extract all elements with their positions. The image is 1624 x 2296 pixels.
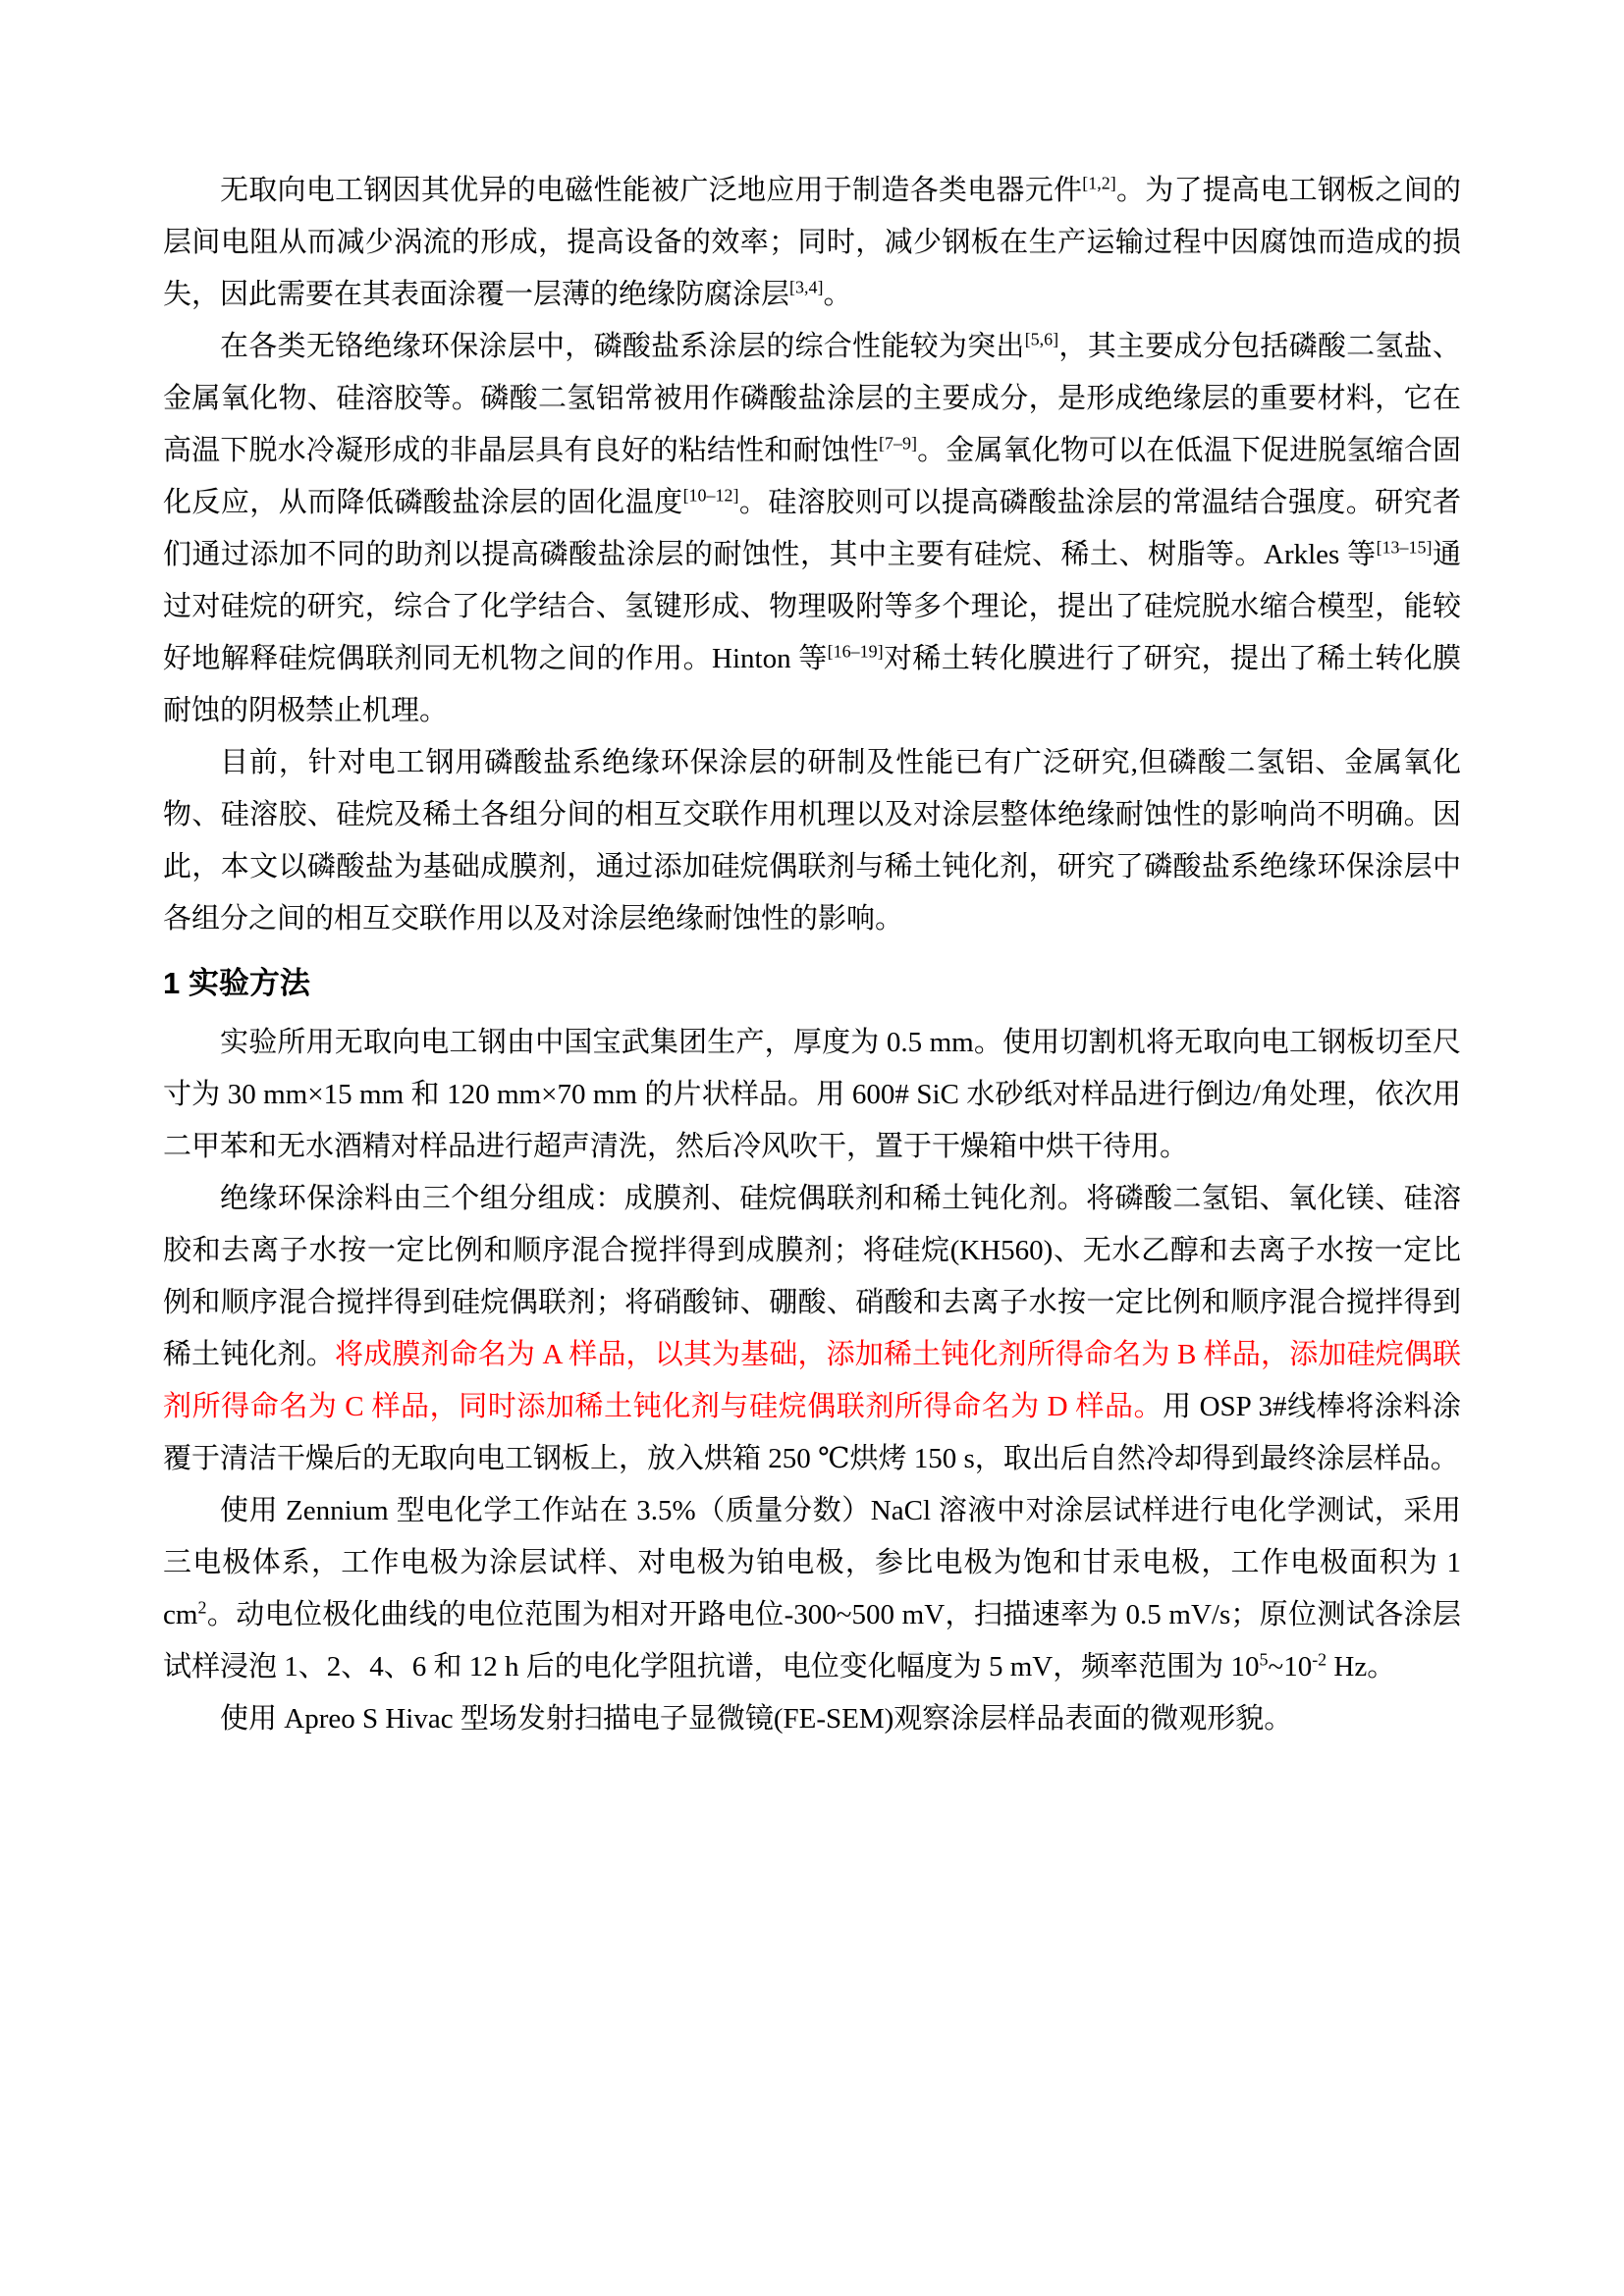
paragraph-coating-composition bbox=[163, 1173, 1461, 1485]
citation-superscript: [10–12] bbox=[682, 485, 739, 506]
citation-superscript: [16–19] bbox=[827, 641, 884, 662]
text-segment: 。为了提高电工钢板之间的层间电阻从而减少涡流的形成，提高设备的效率；同时，减少钢板在生产运输过程中因腐蚀而造成的损失，因此需要在其表面涂覆一层薄的绝缘防腐涂层 bbox=[163, 175, 1461, 310]
citation-superscript: 2 bbox=[197, 1597, 207, 1618]
text-segment: 实验所用无取向电工钢由中国宝武集团生产，厚度为 0.5 mm。使用切割机将无取向电工钢板切至尺寸为 30 mm×15 mm 和 120 mm×70 mm 的片状样品。用 600# SiC 水砂纸对样品进行倒边/角处理，依次用二甲苯和无水酒精对样品进行超声清洗，然后冷风吹干，置于干燥箱中烘干待用。 bbox=[163, 1027, 1461, 1162]
citation-superscript: [7–9] bbox=[879, 433, 917, 454]
text-segment: 目前，针对电工钢用磷酸盐系绝缘环保涂层的研制及性能已有广泛研究,但磷酸二氢铝、金属氧化物、硅溶胶、硅烷及稀土各组分间的相互交联作用机理以及对涂层整体绝缘耐蚀性的影响尚不明确。因此，本文以磷酸盐为基础成膜剂，通过添加硅烷偶联剂与稀土钝化剂，研究了磷酸盐系绝缘环保涂层中各组分之间的相互交联作用以及对涂层绝缘耐蚀性的影响。 bbox=[163, 747, 1461, 934]
text-segment: 绝缘环保涂料由三个组分组成：成膜剂、硅烷偶联剂和稀土钝化剂。将磷酸二氢铝、氧化镁、硅溶胶和去离子水按一定比例和顺序混合搅拌得到成膜剂；将硅烷(KH560)、无水乙醇和去离子水按一定比例和顺序混合搅拌得到硅烷偶联剂；将硝酸铈、硼酸、硝酸和去离子水按一定比例和顺序混合搅拌得到稀土钝化剂。 bbox=[163, 1183, 1461, 1370]
citation-superscript: [3,4] bbox=[789, 277, 824, 297]
text-segment: 。金属氧化物可以在低温下促进脱氢缩合固化反应，从而降低磷酸盐涂层的固化温度 bbox=[163, 435, 1461, 518]
citation-superscript: 5 bbox=[1259, 1649, 1269, 1670]
text-segment: 。 bbox=[823, 279, 852, 310]
text-segment: 对稀土转化膜进行了研究，提出了稀土转化膜耐蚀的阴极禁止机理。 bbox=[163, 643, 1461, 726]
text-segment: 在各类无铬绝缘环保涂层中，磷酸盐系涂层的综合性能较为突出 bbox=[220, 331, 1025, 362]
paragraph-electrochemical-testing bbox=[163, 1485, 1461, 1693]
paragraph-sample-preparation bbox=[163, 1017, 1461, 1173]
paragraph-sem-observation bbox=[163, 1693, 1461, 1745]
text-segment: ~10 bbox=[1268, 1651, 1313, 1682]
text-segment: Hz。 bbox=[1326, 1651, 1396, 1682]
paragraph-phosphate-coatings-review bbox=[163, 321, 1461, 737]
highlighted-red-text: 将成膜剂命名为 A 样品，以其为基础，添加稀土钝化剂所得命名为 B 样品，添加硅烷偶联剂所得命名为 C 样品，同时添加稀土钝化剂与硅烷偶联剂所得命名为 D 样品。 bbox=[163, 1339, 1461, 1422]
citation-superscript: -2 bbox=[1312, 1649, 1327, 1670]
text-segment: 使用 Zennium 型电化学工作站在 3.5%（质量分数）NaCl 溶液中对涂层试样进行电化学测试，采用三电极体系，工作电极为涂层试样、对电极为铂电极，参比电极为饱和甘汞电极，工作电极面积为 1 cm bbox=[163, 1495, 1461, 1630]
text-segment: 用 OSP 3#线棒将涂料涂覆于清洁干燥后的无取向电工钢板上，放入烘箱 250 ℃烘烤 150 s，取出后自然冷却得到最终涂层样品。 bbox=[163, 1391, 1461, 1474]
paragraph-intro-application bbox=[163, 165, 1461, 321]
paragraph-research-motivation bbox=[163, 737, 1461, 945]
section-heading-experimental-method: 1 实验方法 bbox=[163, 966, 310, 1000]
text-segment: ，其主要成分包括磷酸二氢盐、金属氧化物、硅溶胶等。磷酸二氢铝常被用作磷酸盐涂层的主要成分，是形成绝缘层的重要材料，它在高温下脱水冷凝形成的非晶层具有良好的粘结性和耐蚀性 bbox=[163, 331, 1461, 466]
citation-superscript: [1,2] bbox=[1082, 173, 1116, 193]
citation-superscript: [13–15] bbox=[1376, 537, 1433, 558]
text-segment: 通过对硅烷的研究，综合了化学结合、氢键形成、物理吸附等多个理论，提出了硅烷脱水缩合模型，能较好地解释硅烷偶联剂同无机物之间的作用。Hinton 等 bbox=[163, 539, 1461, 674]
text-segment: 使用 Apreo S Hivac 型场发射扫描电子显微镜(FE-SEM)观察涂层样品表面的微观形貌。 bbox=[220, 1703, 1293, 1735]
citation-superscript: [5,6] bbox=[1024, 329, 1059, 349]
text-segment: 。动电位极化曲线的电位范围为相对开路电位-300~500 mV，扫描速率为 0.5 mV/s；原位测试各涂层试样浸泡 1、2、4、6 和 12 h 后的电化学阻抗谱，电位变化幅度为 5 mV，频率范围为 10 bbox=[163, 1599, 1461, 1682]
text-segment: 。硅溶胶则可以提高磷酸盐涂层的常温结合强度。研究者们通过添加不同的助剂以提高磷酸盐涂层的耐蚀性，其中主要有硅烷、稀土、树脂等。Arkles 等 bbox=[163, 487, 1461, 570]
text-segment: 无取向电工钢因其优异的电磁性能被广泛地应用于制造各类电器元件 bbox=[220, 175, 1083, 206]
